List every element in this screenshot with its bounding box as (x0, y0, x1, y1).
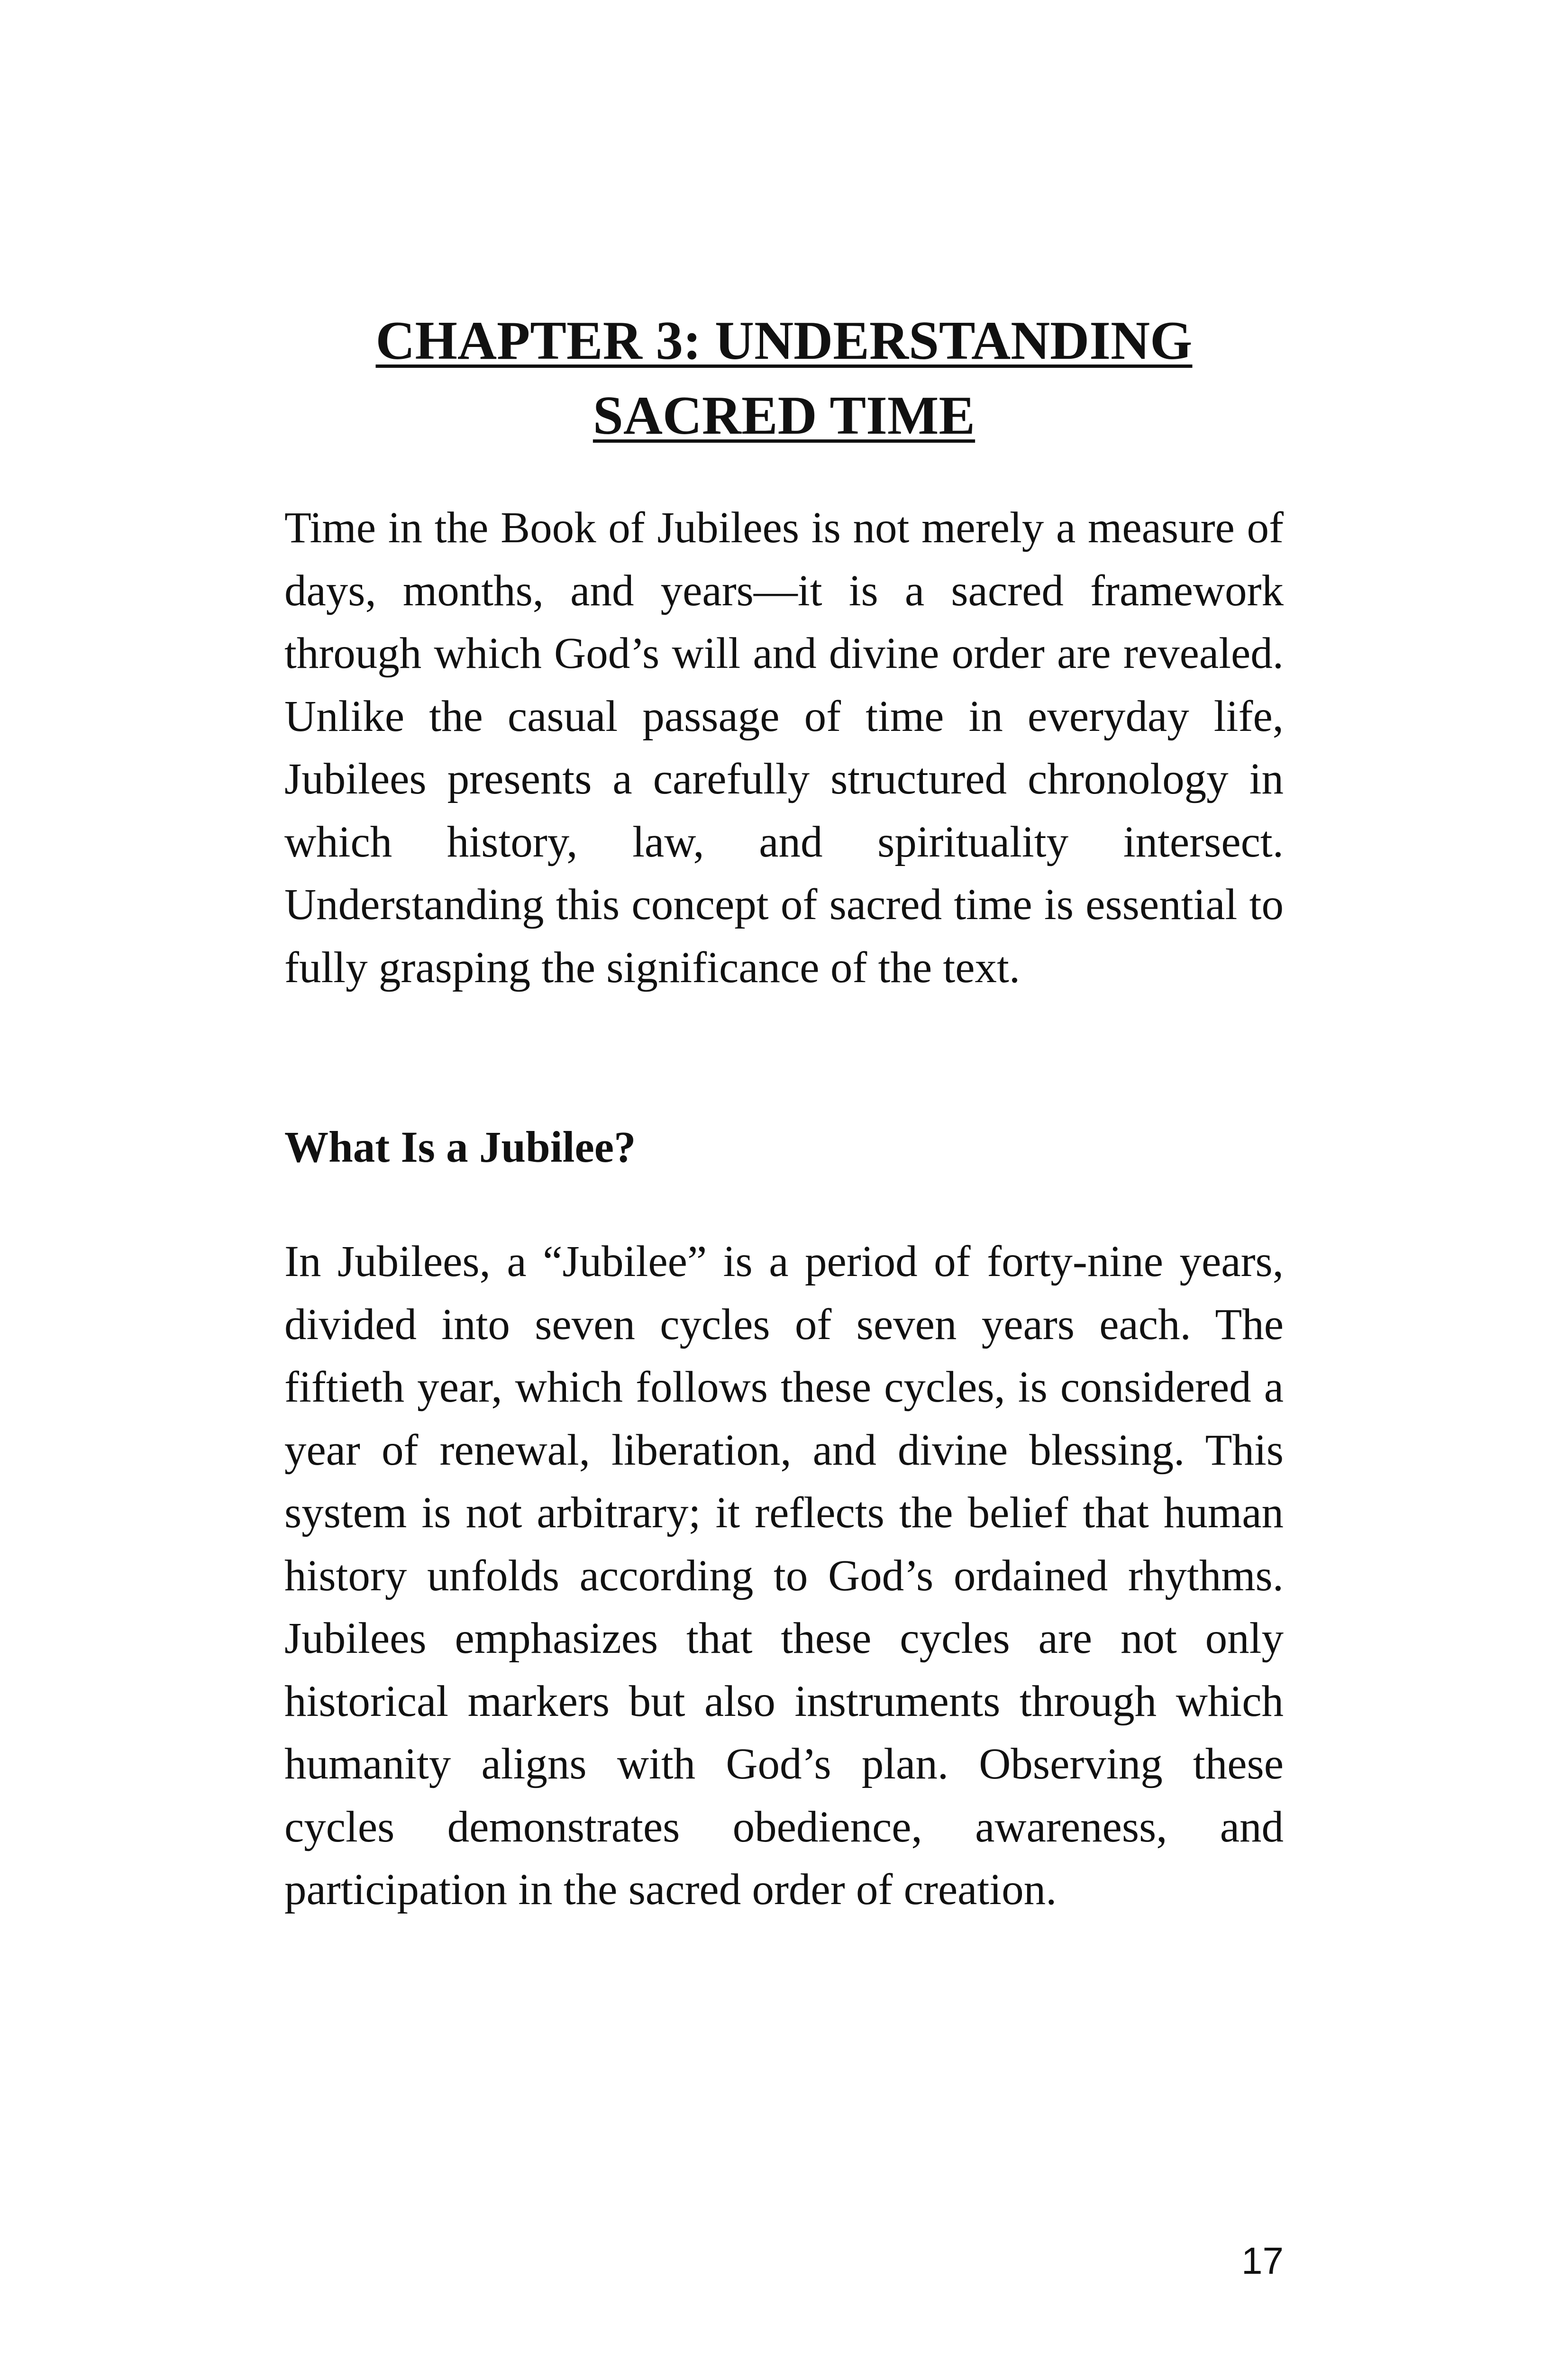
chapter-title-line-1: CHAPTER 3: UNDERSTANDING (375, 310, 1193, 371)
section-heading: What Is a Jubilee? (284, 1123, 636, 1172)
intro-paragraph: Time in the Book of Jubilees is not merely a measure of days, months, and years—it is a sacred framework through which God’s will and divine order are revealed. Unlike the casual passage of time in everyday life, Jubilees presents a carefully structured chronology in which history, law, and spirituality intersect. Understanding this concept of sacred time is essential to fully grasping the significance of the text. (284, 503, 1284, 992)
page-number: 17 (1241, 2240, 1284, 2282)
jubilee-paragraph: In Jubilees, a “Jubilee” is a period of forty-nine years, divided into seven cycles of seven years each. The fiftieth year, which follows these cycles, is considered a year of renewal, liberation, and divine blessing. This system is not arbitrary; it reflects the belief that human history unfolds according to God’s ordained rhythms. Jubilees emphasizes that these cycles are not only historical markers but also instruments through which humanity aligns with God’s plan. Observing these cycles demonstrates obedience, awareness, and participation in the sacred order of creation. (284, 1237, 1284, 1914)
chapter-title-line-2: SACRED TIME (593, 385, 975, 446)
chapter-title (284, 303, 1284, 453)
